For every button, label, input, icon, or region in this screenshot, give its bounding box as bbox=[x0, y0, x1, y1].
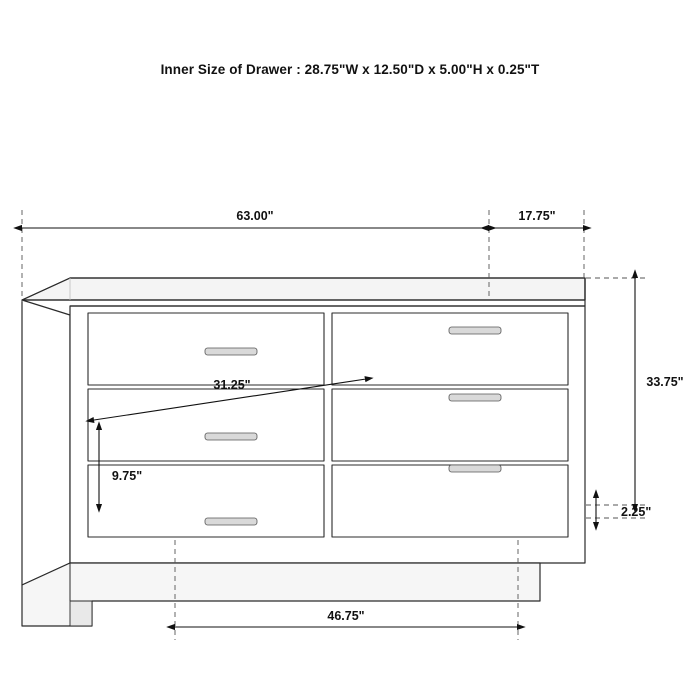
drawer-handle-icon bbox=[205, 518, 257, 525]
dimension-label-drawer-height: 9.75" bbox=[111, 469, 143, 483]
dimension-label-drawer-width: 31.25" bbox=[213, 378, 251, 392]
drawer-handle-icon bbox=[205, 348, 257, 355]
dimension-label-base-width: 46.75" bbox=[327, 609, 365, 623]
drawer-face[interactable] bbox=[88, 389, 324, 461]
drawer-face[interactable] bbox=[332, 465, 568, 537]
dimension-label-base-height: 2.25" bbox=[621, 505, 652, 519]
drawer-face[interactable] bbox=[332, 313, 568, 385]
drawer-handle-icon bbox=[449, 465, 501, 472]
drawer-handle-icon bbox=[449, 394, 501, 401]
drawer-face[interactable] bbox=[88, 313, 324, 385]
dimension-label-overall-width: 63.00" bbox=[236, 209, 274, 223]
dimension-overall-width bbox=[22, 209, 489, 228]
drawer-handle-icon bbox=[449, 327, 501, 334]
dresser-top-panel bbox=[22, 278, 585, 300]
dimension-depth bbox=[489, 209, 584, 228]
page-title: Inner Size of Drawer : 28.75"W x 12.50"D x 5.00"H x 0.25"T bbox=[160, 62, 540, 77]
drawer-face[interactable] bbox=[332, 389, 568, 461]
dimension-base-height bbox=[596, 498, 651, 523]
dresser-left-side-panel bbox=[22, 300, 70, 585]
dimension-label-overall-height: 33.75" bbox=[646, 375, 684, 389]
dresser-base bbox=[22, 563, 540, 626]
dresser-illustration bbox=[22, 278, 585, 626]
dimension-overall-height bbox=[635, 278, 684, 505]
dimension-label-depth: 17.75" bbox=[518, 209, 556, 223]
drawer-handle-icon bbox=[205, 433, 257, 440]
dimension-base-width bbox=[175, 609, 518, 627]
